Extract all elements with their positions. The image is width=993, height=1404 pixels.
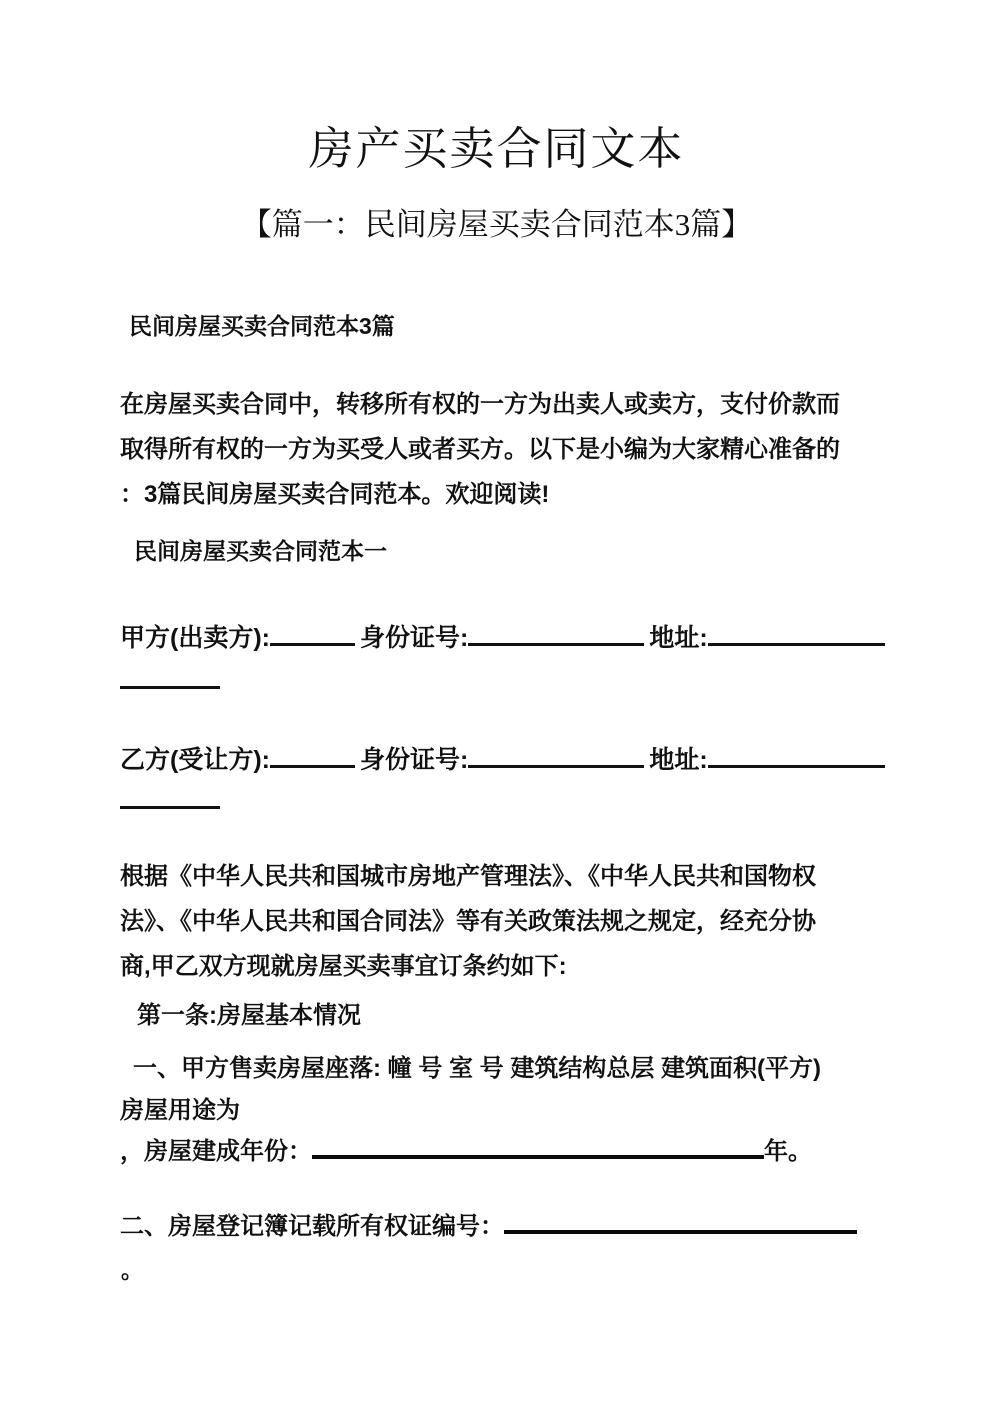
party-a-label: 甲方(出卖方): (120, 624, 270, 652)
intro-paragraph (120, 382, 890, 517)
paragraph-line: ：3篇民间房屋买卖合同范本。欢迎阅读! (120, 481, 550, 508)
clause-one-line1: 一、甲方售卖房屋座落: 幢 号 室 号 建筑结构总层 建筑面积(平方) (133, 1055, 821, 1082)
party-a-address-blank-continued (120, 660, 220, 689)
clause-two-trailing-period: 。 (121, 1258, 144, 1283)
party-b-id-label: 身份证号: (359, 746, 469, 774)
paragraph-line: 法》、《中华人民共和国合同法》等有关政策法规之规定，经充分协 (120, 908, 816, 935)
party-b-address-label: 地址: (649, 746, 708, 774)
section-one-subtitle: 【篇一：民间房屋买卖合同范本3篇】 (240, 207, 753, 242)
party-a-id-blank (468, 619, 644, 646)
clause-two-line (120, 1206, 857, 1241)
ownership-cert-number-blank (504, 1208, 857, 1234)
party-a-row (120, 618, 885, 654)
party-a-id-label: 身份证号: (359, 624, 469, 652)
party-b-address-blank (708, 741, 885, 768)
article-one-heading: 第一条:房屋基本情况 (137, 1002, 361, 1029)
build-year-label: ，房屋建成年份： (120, 1138, 312, 1165)
party-b-row (120, 740, 885, 776)
document-title: 房产买卖合同文本 (308, 124, 685, 174)
clause-one-line2: 房屋用途为 (120, 1097, 240, 1124)
build-year-suffix: 年。 (764, 1138, 812, 1165)
clause-one-line3 (120, 1131, 812, 1166)
party-b-label: 乙方(受让方): (120, 746, 270, 774)
paragraph-line: 在房屋买卖合同中，转移所有权的一方为出卖人或卖方，支付价款而 (120, 391, 840, 418)
paragraph-line: 取得所有权的一方为买受人或者买方。以下是小编为大家精心准备的 (120, 436, 840, 463)
party-b-name-blank (270, 741, 355, 768)
party-a-address-label: 地址: (649, 624, 708, 652)
paragraph-line: 根据《中华人民共和国城市房地产管理法》、《中华人民共和国物权 (120, 863, 816, 890)
party-a-address-blank (708, 619, 885, 646)
ownership-cert-label: 二、房屋登记簿记载所有权证编号： (120, 1213, 504, 1240)
build-year-blank (312, 1133, 764, 1159)
party-a-name-blank (270, 619, 355, 646)
party-b-address-blank-continued (120, 780, 220, 809)
legal-basis-paragraph (120, 854, 890, 989)
party-b-id-blank (468, 741, 644, 768)
paragraph-line: 商,甲乙双方现就房屋买卖事宜订条约如下: (120, 953, 567, 980)
heading-sample-one: 民间房屋买卖合同范本一 (134, 538, 387, 564)
heading-sample-3-pieces: 民间房屋买卖合同范本3篇 (129, 313, 395, 339)
